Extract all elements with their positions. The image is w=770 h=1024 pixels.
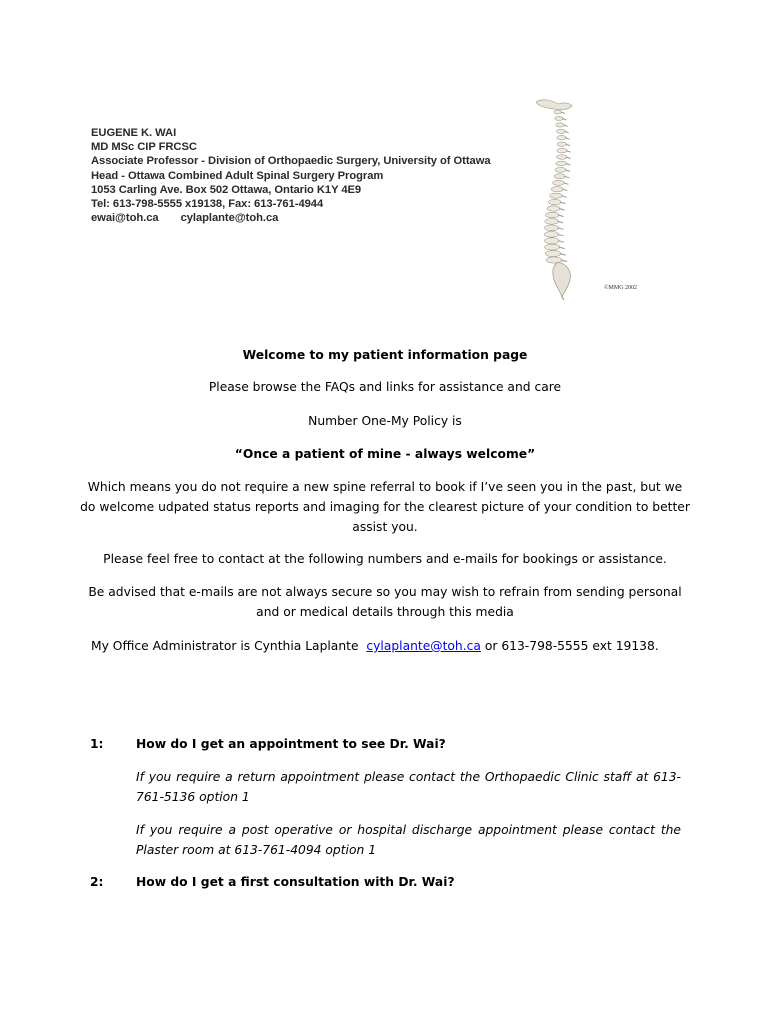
doctor-title-1: Associate Professor - Division of Orthopaedic Surgery, University of Ottawa — [91, 155, 491, 168]
image-credit: ©MMG 2002 — [604, 285, 638, 291]
admin-email-header: cylaplante@toh.ca — [180, 212, 279, 225]
vertebra — [546, 257, 562, 263]
vertebra — [544, 225, 558, 231]
page-heading: Welcome to my patient information page — [242, 348, 528, 362]
faq-answer: If you require a post operative or hospital discharge appointment please contact the Plaster room at 613-761-4094 option 1 — [136, 823, 681, 857]
office-address: 1053 Carling Ave. Box 502 Ottawa, Ontario K1Y 4E9 — [91, 183, 362, 196]
vertebra — [557, 148, 567, 153]
office-admin-phone: or 613-798-5555 ext 19138. — [480, 639, 659, 653]
admin-email-link[interactable]: cylaplante@toh.ca — [366, 639, 481, 653]
policy-statement: “Once a patient of mine - always welcome” — [234, 447, 536, 461]
vertebra — [545, 251, 561, 257]
doctor-email: ewai@toh.ca — [91, 212, 159, 225]
vertebra — [556, 123, 565, 127]
vertebra — [545, 244, 560, 250]
vertebra — [544, 238, 559, 244]
vertebra — [544, 231, 559, 237]
vertebra — [557, 155, 567, 160]
vertebra — [554, 110, 562, 114]
vertebra — [548, 199, 561, 204]
faq-number: 2: — [90, 875, 104, 889]
email-advisory: Be advised that e-mails are not always secure so you may wish to refrain from sending personal and or medical details through this media — [88, 585, 682, 619]
spine-illustration — [528, 94, 588, 300]
browse-text: Please browse the FAQs and links for assistance and care — [208, 380, 562, 394]
vertebra — [556, 161, 567, 166]
vertebra — [547, 206, 560, 211]
office-phone: Tel: 613-798-5555 x19138, Fax: 613-761-4944 — [91, 198, 324, 211]
vertebra — [553, 180, 565, 185]
letterhead — [91, 126, 491, 225]
doctor-title-2: Head - Ottawa Combined Adult Spinal Surgery Program — [91, 169, 384, 182]
vertebra — [545, 219, 559, 225]
vertebra — [555, 168, 566, 173]
vertebra — [550, 193, 563, 198]
policy-intro: Number One-My Policy is — [308, 414, 462, 428]
doctor-name: EUGENE K. WAI — [91, 127, 177, 139]
vertebra — [555, 116, 563, 120]
faq-answer: If you require a return appointment please contact the Orthopaedic Clinic staff at 613-761-5136 option 1 — [136, 770, 681, 804]
vertebra — [556, 129, 565, 133]
doctor-credentials: MD MSc CIP FRCSC — [91, 141, 197, 154]
office-admin-line — [91, 636, 701, 656]
faq-question: How do I get an appointment to see Dr. Wai? — [136, 737, 446, 751]
vertebra — [551, 187, 563, 192]
vertebra — [554, 174, 565, 179]
vertebra — [557, 142, 567, 146]
office-admin-label: My Office Administrator is Cynthia Laplante — [91, 639, 359, 653]
vertebra — [557, 136, 566, 140]
contact-text: Please feel free to contact at the following numbers and e-mails for bookings or assistance. — [103, 552, 667, 566]
faq-question: How do I get a first consultation with Dr. Wai? — [136, 875, 455, 889]
faq-number: 1: — [90, 737, 104, 751]
office-emails — [91, 211, 491, 225]
vertebra — [546, 212, 560, 218]
policy-explanation: Which means you do not require a new spine referral to book if I’ve seen you in the past, but we do welcome udpated status reports and imaging for the clearest picture of your condition to better assist you. — [80, 480, 690, 534]
